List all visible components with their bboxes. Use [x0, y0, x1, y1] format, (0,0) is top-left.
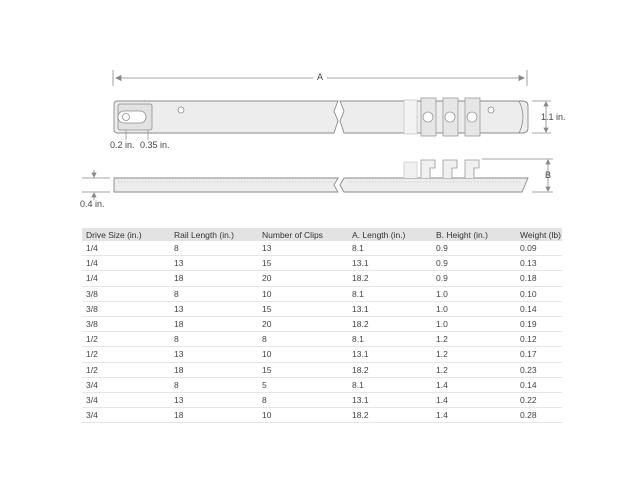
table-cell: 0.22	[516, 392, 562, 407]
table-cell: 18.2	[348, 271, 432, 286]
table-cell: 3/8	[82, 301, 170, 316]
table-cell: 0.9	[432, 241, 516, 256]
clips-side-view	[404, 160, 479, 178]
table-cell: 18.2	[348, 362, 432, 377]
table-cell: 8.1	[348, 241, 432, 256]
rail-slot	[118, 104, 152, 130]
table-cell: 13.1	[348, 392, 432, 407]
table-cell: 3/8	[82, 316, 170, 331]
table-cell: 3/8	[82, 286, 170, 301]
table-cell: 1.4	[432, 377, 516, 392]
table-row	[82, 392, 562, 407]
height-top-label: 1.1 in.	[541, 112, 566, 122]
spec-table	[82, 228, 562, 423]
table-cell: 13	[170, 392, 258, 407]
table-cell: 1.4	[432, 408, 516, 423]
table-cell: 3/4	[82, 377, 170, 392]
table-cell: 1/4	[82, 271, 170, 286]
table-cell: 1/2	[82, 362, 170, 377]
dimension-height-bottom	[82, 170, 110, 200]
table-cell: 0.10	[516, 286, 562, 301]
dimension-a-label: A	[317, 72, 324, 82]
table-cell: 13.1	[348, 347, 432, 362]
table-cell: 13	[170, 256, 258, 271]
table-cell: 1/2	[82, 332, 170, 347]
table-cell: 1.0	[432, 301, 516, 316]
table-cell: 8.1	[348, 377, 432, 392]
table-row	[82, 316, 562, 331]
height-bottom-label: 0.4 in.	[80, 199, 105, 209]
table-cell: 8	[170, 377, 258, 392]
table-cell: 1/4	[82, 241, 170, 256]
table-cell: 1.0	[432, 286, 516, 301]
table-cell: 18.2	[348, 408, 432, 423]
table-cell: 0.17	[516, 347, 562, 362]
table-row	[82, 362, 562, 377]
table-cell: 0.13	[516, 256, 562, 271]
table-cell: 15	[258, 362, 348, 377]
table-cell: 5	[258, 377, 348, 392]
table-cell: 0.14	[516, 377, 562, 392]
table-row	[82, 408, 562, 423]
column-header: A. Length (in.)	[348, 228, 432, 241]
table-cell: 13	[170, 347, 258, 362]
table-cell: 1/4	[82, 256, 170, 271]
table-cell: 10	[258, 408, 348, 423]
table-cell: 0.19	[516, 316, 562, 331]
column-header: Drive Size (in.)	[82, 228, 170, 241]
table-cell: 18.2	[348, 316, 432, 331]
table-cell: 8	[258, 332, 348, 347]
table-row	[82, 271, 562, 286]
table-cell: 3/4	[82, 392, 170, 407]
dimension-b-label: B	[545, 170, 552, 180]
table-row	[82, 241, 562, 256]
rail-top-view	[114, 98, 528, 136]
table-cell: 0.12	[516, 332, 562, 347]
table-cell: 13.1	[348, 301, 432, 316]
table-cell: 8.1	[348, 332, 432, 347]
column-header: Weight (lb)	[516, 228, 562, 241]
table-cell: 18	[170, 362, 258, 377]
rail-side-view	[114, 160, 528, 192]
table-cell: 8	[170, 286, 258, 301]
slot-length-label: 0.35 in.	[140, 140, 170, 150]
table-row	[82, 347, 562, 362]
column-header: Rail Length (in.)	[170, 228, 258, 241]
table-cell: 0.18	[516, 271, 562, 286]
table-cell: 15	[258, 256, 348, 271]
table-cell: 0.14	[516, 301, 562, 316]
table-cell: 1.0	[432, 316, 516, 331]
table-header-row	[82, 228, 562, 241]
table-cell: 8	[170, 332, 258, 347]
table-cell: 15	[258, 301, 348, 316]
table-cell: 0.28	[516, 408, 562, 423]
table-cell: 10	[258, 347, 348, 362]
table-cell: 13.1	[348, 256, 432, 271]
table-row	[82, 377, 562, 392]
table-cell: 13	[258, 241, 348, 256]
table-cell: 8.1	[348, 286, 432, 301]
column-header: Number of Clips	[258, 228, 348, 241]
table-cell: 0.09	[516, 241, 562, 256]
table-cell: 20	[258, 271, 348, 286]
table-cell: 0.9	[432, 256, 516, 271]
table-cell: 1.2	[432, 347, 516, 362]
table-cell: 8	[258, 392, 348, 407]
table-cell: 1.2	[432, 362, 516, 377]
column-header: B. Height (in.)	[432, 228, 516, 241]
table-row	[82, 256, 562, 271]
table-cell: 1.4	[432, 392, 516, 407]
table-cell: 0.9	[432, 271, 516, 286]
table-cell: 1.2	[432, 332, 516, 347]
table-cell: 18	[170, 316, 258, 331]
table-row	[82, 332, 562, 347]
table-cell: 20	[258, 316, 348, 331]
table-cell: 0.23	[516, 362, 562, 377]
table-cell: 13	[170, 301, 258, 316]
table-cell: 18	[170, 271, 258, 286]
table-cell: 8	[170, 241, 258, 256]
table-cell: 1/2	[82, 347, 170, 362]
table-cell: 18	[170, 408, 258, 423]
slot-width-label: 0.2 in.	[110, 140, 135, 150]
table-row	[82, 301, 562, 316]
table-cell: 10	[258, 286, 348, 301]
table-row	[82, 286, 562, 301]
table-cell: 3/4	[82, 408, 170, 423]
